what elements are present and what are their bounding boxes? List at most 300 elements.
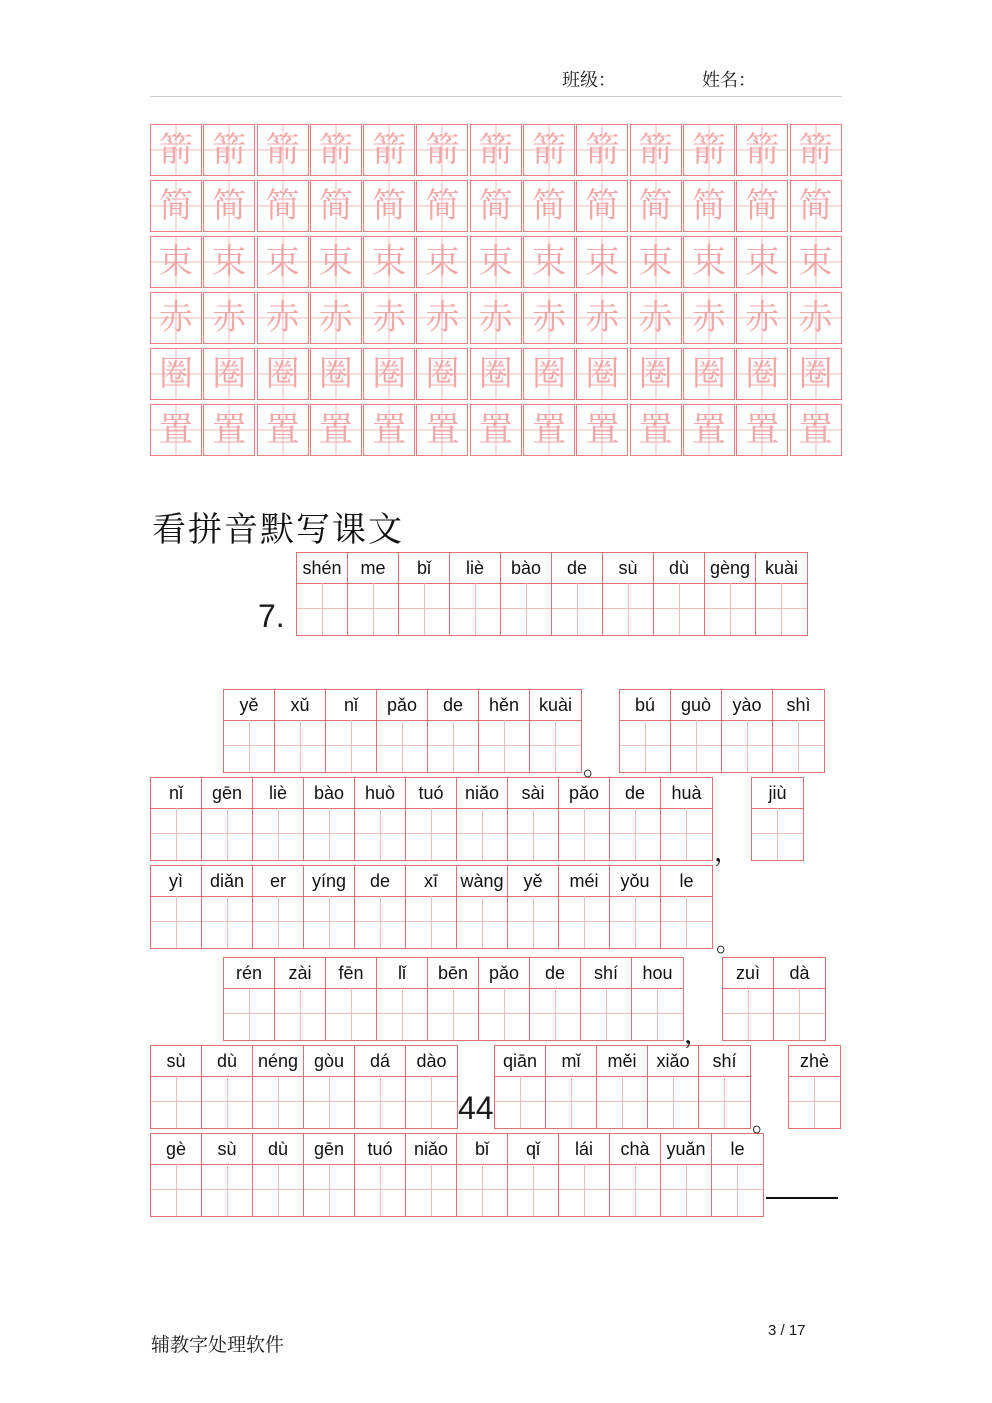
pinyin-text: fēn — [326, 958, 376, 989]
character-write-box[interactable] — [224, 720, 274, 772]
character-write-box[interactable] — [705, 583, 755, 635]
tian-grid-cell — [310, 404, 362, 456]
character-write-box[interactable] — [304, 808, 354, 860]
pinyin-cell — [699, 1046, 750, 1128]
pinyin-text: gēn — [304, 1134, 354, 1165]
character-write-box[interactable] — [479, 988, 529, 1040]
pinyin-text: tuó — [355, 1134, 405, 1165]
trace-character: 置 — [532, 410, 567, 450]
trace-character: 置 — [798, 410, 833, 450]
pinyin-text: shí — [699, 1046, 750, 1077]
pinyin-text: dù — [253, 1134, 303, 1165]
character-write-box[interactable] — [648, 1076, 698, 1128]
trace-character: 箭 — [425, 130, 460, 170]
character-write-box[interactable] — [224, 988, 274, 1040]
trace-character: 简 — [212, 186, 247, 226]
trace-character: 置 — [425, 410, 460, 450]
pinyin-grid-block — [722, 957, 826, 1041]
pinyin-text: le — [661, 866, 712, 897]
pinyin-cell — [428, 958, 479, 1040]
pinyin-text: gòu — [304, 1046, 354, 1077]
pinyin-cell — [253, 1134, 304, 1216]
lesson-number: 7. — [258, 598, 285, 634]
pinyin-cell — [202, 1046, 253, 1128]
pinyin-cell — [530, 690, 581, 772]
practice-row — [150, 292, 843, 344]
pinyin-cell — [457, 778, 508, 860]
pinyin-cell — [224, 958, 275, 1040]
character-write-box[interactable] — [406, 896, 456, 948]
pinyin-cell — [559, 866, 610, 948]
trace-character: 束 — [372, 242, 407, 282]
character-write-box[interactable] — [508, 1164, 558, 1216]
pinyin-text: shì — [773, 690, 824, 721]
pinyin-cell — [406, 1134, 457, 1216]
pinyin-cell — [377, 690, 428, 772]
pinyin-text: hěn — [479, 690, 529, 721]
character-write-box[interactable] — [304, 896, 354, 948]
trace-character: 圈 — [159, 354, 193, 394]
pinyin-cell — [530, 958, 581, 1040]
trace-character: 置 — [585, 410, 620, 450]
pinyin-cell — [304, 866, 355, 948]
tian-grid-cell — [363, 404, 415, 456]
character-write-box[interactable] — [661, 1164, 711, 1216]
tian-grid-cell — [203, 124, 255, 176]
character-write-box[interactable] — [610, 896, 660, 948]
pinyin-text: dù — [654, 553, 704, 584]
pinyin-cell — [661, 778, 712, 860]
tian-grid-cell — [203, 292, 255, 344]
character-write-box[interactable] — [508, 896, 558, 948]
tian-grid-cell — [576, 236, 628, 288]
trace-character: 箭 — [265, 130, 300, 170]
practice-row — [150, 348, 843, 400]
trace-character: 束 — [425, 242, 460, 282]
pinyin-text: de — [530, 958, 580, 989]
trace-character: 束 — [265, 242, 300, 282]
character-write-box[interactable] — [530, 720, 581, 772]
character-write-box[interactable] — [457, 896, 507, 948]
page-number: 3 / 17 — [768, 1322, 806, 1339]
pinyin-cell — [355, 866, 406, 948]
pinyin-cell — [712, 1134, 763, 1216]
tian-grid-cell — [630, 236, 682, 288]
character-write-box[interactable] — [546, 1076, 596, 1128]
tian-grid-cell — [790, 348, 842, 400]
trace-character: 置 — [318, 410, 353, 450]
tian-grid-cell — [736, 348, 788, 400]
pinyin-cell — [253, 1046, 304, 1128]
pinyin-cell — [275, 690, 326, 772]
trace-character: 简 — [265, 186, 300, 226]
pinyin-text: yǒu — [610, 866, 660, 897]
ending-dash — [766, 1197, 838, 1199]
pinyin-text: zhè — [789, 1046, 840, 1077]
tian-grid-cell — [150, 236, 202, 288]
character-write-box[interactable] — [699, 1076, 750, 1128]
pinyin-grid-block — [788, 1045, 841, 1129]
trace-character: 圈 — [798, 354, 833, 394]
tian-grid-cell — [150, 348, 202, 400]
tian-grid-cell — [630, 348, 682, 400]
character-write-box[interactable] — [253, 808, 303, 860]
pinyin-cell — [450, 553, 501, 635]
pinyin-text: nǐ — [326, 690, 376, 721]
character-write-box[interactable] — [620, 720, 670, 772]
trace-character: 圈 — [372, 354, 407, 394]
character-write-box[interactable] — [406, 808, 456, 860]
pinyin-cell — [348, 553, 399, 635]
character-write-box[interactable] — [457, 808, 507, 860]
trace-character: 圈 — [585, 354, 620, 394]
pinyin-cell — [603, 553, 654, 635]
trace-character: 置 — [159, 410, 193, 450]
character-write-box[interactable] — [661, 808, 712, 860]
character-write-box[interactable] — [202, 896, 252, 948]
pinyin-cell — [552, 553, 603, 635]
practice-row — [150, 404, 843, 456]
character-write-box[interactable] — [671, 720, 721, 772]
trace-character: 简 — [585, 186, 620, 226]
trace-character: 圈 — [318, 354, 353, 394]
trace-character: 箭 — [212, 130, 247, 170]
pinyin-text: dào — [406, 1046, 457, 1077]
pinyin-cell — [671, 690, 722, 772]
character-write-box[interactable] — [355, 1076, 405, 1128]
pinyin-cell — [559, 1134, 610, 1216]
tian-grid-cell — [523, 348, 575, 400]
pinyin-text: er — [253, 866, 303, 897]
character-write-box[interactable] — [610, 1164, 660, 1216]
trace-character: 束 — [159, 242, 193, 282]
tian-grid-cell — [630, 124, 682, 176]
tian-grid-cell — [736, 236, 788, 288]
character-write-box[interactable] — [253, 1164, 303, 1216]
trace-character: 束 — [638, 242, 673, 282]
pinyin-cell — [559, 778, 610, 860]
trace-character: 圈 — [265, 354, 300, 394]
pinyin-text: le — [712, 1134, 763, 1165]
tian-grid-cell — [150, 404, 202, 456]
pinyin-text: gēn — [202, 778, 252, 809]
practice-row — [150, 124, 843, 176]
tian-grid-cell — [363, 180, 415, 232]
character-write-box[interactable] — [530, 988, 580, 1040]
character-write-box[interactable] — [297, 583, 347, 635]
tian-grid-cell — [310, 292, 362, 344]
tian-grid-cell — [630, 292, 682, 344]
character-write-box[interactable] — [712, 1164, 763, 1216]
footer-software-name: 辅教字处理软件 — [151, 1334, 285, 1356]
character-write-box[interactable] — [552, 583, 602, 635]
tian-grid-cell — [470, 292, 522, 344]
character-write-box[interactable] — [355, 808, 405, 860]
tian-grid-cell — [630, 404, 682, 456]
character-write-box[interactable] — [202, 1164, 252, 1216]
trace-character: 赤 — [691, 298, 726, 338]
pinyin-text: gèng — [705, 553, 755, 584]
character-write-box[interactable] — [722, 720, 772, 772]
section-title: 看拼音默写课文 — [152, 510, 404, 550]
tian-grid-cell — [790, 292, 842, 344]
pinyin-grid-block — [150, 1133, 764, 1217]
character-write-box[interactable] — [723, 988, 773, 1040]
pinyin-text: jiù — [752, 778, 803, 809]
trace-character: 箭 — [798, 130, 833, 170]
tian-grid-cell — [576, 124, 628, 176]
tian-grid-cell — [576, 180, 628, 232]
tian-grid-cell — [416, 236, 468, 288]
trace-character: 赤 — [745, 298, 780, 338]
pinyin-cell — [355, 778, 406, 860]
pinyin-cell — [399, 553, 450, 635]
pinyin-grid-block — [751, 777, 804, 861]
tian-grid-cell — [203, 404, 255, 456]
character-write-box[interactable] — [479, 720, 529, 772]
pinyin-cell — [151, 866, 202, 948]
trace-character: 简 — [159, 186, 193, 226]
character-write-box[interactable] — [377, 720, 427, 772]
pinyin-cell — [151, 778, 202, 860]
pinyin-cell — [495, 1046, 546, 1128]
pinyin-cell — [508, 1134, 559, 1216]
trace-character: 圈 — [532, 354, 567, 394]
pinyin-text: zài — [275, 958, 325, 989]
character-write-box[interactable] — [406, 1164, 456, 1216]
character-write-box[interactable] — [661, 896, 712, 948]
pinyin-cell — [705, 553, 756, 635]
pinyin-cell — [722, 690, 773, 772]
character-write-box[interactable] — [151, 896, 201, 948]
pinyin-text: pǎo — [479, 958, 529, 989]
character-write-box[interactable] — [789, 1076, 840, 1128]
character-write-box[interactable] — [348, 583, 398, 635]
character-write-box[interactable] — [151, 1076, 201, 1128]
practice-row — [150, 180, 843, 232]
class-label: 班级： — [562, 70, 616, 91]
trace-character: 置 — [638, 410, 673, 450]
period-mark: 。 — [752, 1108, 779, 1138]
pinyin-cell — [654, 553, 705, 635]
tian-grid-cell — [736, 292, 788, 344]
character-write-box[interactable] — [355, 896, 405, 948]
tian-grid-cell — [470, 124, 522, 176]
pinyin-grid-block — [150, 865, 713, 949]
trace-character: 置 — [212, 410, 247, 450]
tian-grid-cell — [416, 292, 468, 344]
pinyin-text: sù — [603, 553, 653, 584]
pinyin-text: pǎo — [377, 690, 427, 721]
tian-grid-cell — [683, 236, 735, 288]
name-label: 姓名： — [702, 70, 756, 91]
tian-grid-cell — [523, 180, 575, 232]
trace-character: 简 — [425, 186, 460, 226]
character-write-box[interactable] — [632, 988, 683, 1040]
character-write-box[interactable] — [428, 720, 478, 772]
trace-character: 赤 — [212, 298, 247, 338]
tian-grid-cell — [416, 348, 468, 400]
tian-grid-cell — [470, 180, 522, 232]
pinyin-text: diǎn — [202, 866, 252, 897]
character-write-box[interactable] — [450, 583, 500, 635]
pinyin-cell — [224, 690, 275, 772]
pinyin-text: sài — [508, 778, 558, 809]
character-write-box[interactable] — [202, 808, 252, 860]
trace-character: 圈 — [638, 354, 673, 394]
tian-grid-cell — [736, 124, 788, 176]
pinyin-cell — [610, 866, 661, 948]
pinyin-text: kuài — [756, 553, 807, 584]
character-write-box[interactable] — [559, 808, 609, 860]
character-write-box[interactable] — [654, 583, 704, 635]
pinyin-text: xiǎo — [648, 1046, 698, 1077]
pinyin-cell — [151, 1046, 202, 1128]
character-write-box[interactable] — [581, 988, 631, 1040]
pinyin-text: yuǎn — [661, 1134, 711, 1165]
character-write-box[interactable] — [275, 988, 325, 1040]
character-write-box[interactable] — [326, 720, 376, 772]
pinyin-text: měi — [597, 1046, 647, 1077]
tian-grid-cell — [203, 180, 255, 232]
tian-grid-cell — [257, 348, 309, 400]
tian-grid-cell — [310, 124, 362, 176]
pinyin-text: yì — [151, 866, 201, 897]
pinyin-text: bào — [501, 553, 551, 584]
trace-character: 箭 — [159, 130, 193, 170]
character-write-box[interactable] — [151, 1164, 201, 1216]
tian-grid-cell — [363, 124, 415, 176]
character-write-box[interactable] — [304, 1164, 354, 1216]
trace-character: 箭 — [372, 130, 407, 170]
pinyin-grid-block — [150, 777, 713, 861]
trace-character: 简 — [532, 186, 567, 226]
trace-character: 束 — [691, 242, 726, 282]
pinyin-text: hou — [632, 958, 683, 989]
trace-character: 束 — [212, 242, 247, 282]
pinyin-grid-block — [223, 689, 582, 773]
character-write-box[interactable] — [756, 583, 807, 635]
pinyin-cell — [304, 778, 355, 860]
pinyin-cell — [581, 958, 632, 1040]
pinyin-cell — [326, 690, 377, 772]
character-write-box[interactable] — [428, 988, 478, 1040]
pinyin-text: shí — [581, 958, 631, 989]
character-write-box[interactable] — [253, 1076, 303, 1128]
pinyin-text: xī — [406, 866, 456, 897]
character-write-box[interactable] — [275, 720, 325, 772]
trace-character: 束 — [478, 242, 513, 282]
tian-grid-cell — [310, 180, 362, 232]
trace-character: 简 — [638, 186, 673, 226]
character-write-box[interactable] — [597, 1076, 647, 1128]
pinyin-cell — [297, 553, 348, 635]
tian-grid-cell — [683, 348, 735, 400]
character-write-box[interactable] — [610, 808, 660, 860]
character-write-box[interactable] — [559, 896, 609, 948]
trace-character: 赤 — [798, 298, 833, 338]
tian-grid-cell — [523, 404, 575, 456]
trace-character: 箭 — [318, 130, 353, 170]
pinyin-cell — [326, 958, 377, 1040]
pinyin-cell — [253, 866, 304, 948]
pinyin-text: huò — [355, 778, 405, 809]
character-write-box[interactable] — [355, 1164, 405, 1216]
trace-character: 箭 — [745, 130, 780, 170]
tian-grid-cell — [790, 124, 842, 176]
pinyin-cell — [501, 553, 552, 635]
character-write-box[interactable] — [773, 720, 824, 772]
pinyin-cell — [355, 1046, 406, 1128]
character-write-box[interactable] — [326, 988, 376, 1040]
pinyin-text: de — [610, 778, 660, 809]
tian-grid-cell — [523, 292, 575, 344]
character-write-box[interactable] — [559, 1164, 609, 1216]
tian-grid-cell — [203, 348, 255, 400]
character-write-box[interactable] — [752, 808, 803, 860]
pinyin-text: liè — [253, 778, 303, 809]
trace-character: 置 — [372, 410, 407, 450]
pinyin-cell — [304, 1134, 355, 1216]
tian-grid-cell — [576, 404, 628, 456]
trace-character: 圈 — [691, 354, 726, 394]
character-write-box[interactable] — [495, 1076, 545, 1128]
character-write-box[interactable] — [457, 1164, 507, 1216]
tian-grid-cell — [310, 348, 362, 400]
pinyin-cell — [406, 866, 457, 948]
pinyin-text: yào — [722, 690, 772, 721]
character-write-box[interactable] — [151, 808, 201, 860]
comma-mark: ， — [684, 1020, 711, 1050]
pinyin-text: gè — [151, 1134, 201, 1165]
pinyin-text: niǎo — [457, 778, 507, 809]
pinyin-grid-block — [223, 957, 684, 1041]
period-mark: 。 — [716, 928, 743, 958]
pinyin-text: wàng — [457, 866, 507, 897]
pinyin-cell — [377, 958, 428, 1040]
pinyin-text: néng — [253, 1046, 303, 1077]
character-write-box[interactable] — [501, 583, 551, 635]
character-write-box[interactable] — [406, 1076, 457, 1128]
pinyin-text: bēn — [428, 958, 478, 989]
pinyin-text: tuó — [406, 778, 456, 809]
character-write-box[interactable] — [202, 1076, 252, 1128]
character-write-box[interactable] — [377, 988, 427, 1040]
tian-grid-cell — [363, 292, 415, 344]
header-rule — [150, 96, 842, 97]
trace-character: 简 — [691, 186, 726, 226]
pinyin-text: liè — [450, 553, 500, 584]
page-marker: 44 — [458, 1090, 494, 1126]
pinyin-text: qiān — [495, 1046, 545, 1077]
pinyin-text: kuài — [530, 690, 581, 721]
character-write-box[interactable] — [603, 583, 653, 635]
character-write-box[interactable] — [304, 1076, 354, 1128]
tian-grid-cell — [576, 292, 628, 344]
character-write-box[interactable] — [508, 808, 558, 860]
tian-grid-cell — [683, 180, 735, 232]
tian-grid-cell — [790, 236, 842, 288]
character-write-box[interactable] — [253, 896, 303, 948]
pinyin-text: yíng — [304, 866, 354, 897]
character-write-box[interactable] — [399, 583, 449, 635]
pinyin-cell — [457, 1134, 508, 1216]
pinyin-cell — [304, 1046, 355, 1128]
practice-row — [150, 236, 843, 288]
pinyin-cell — [202, 1134, 253, 1216]
character-write-box[interactable] — [774, 988, 825, 1040]
pinyin-text: lái — [559, 1134, 609, 1165]
